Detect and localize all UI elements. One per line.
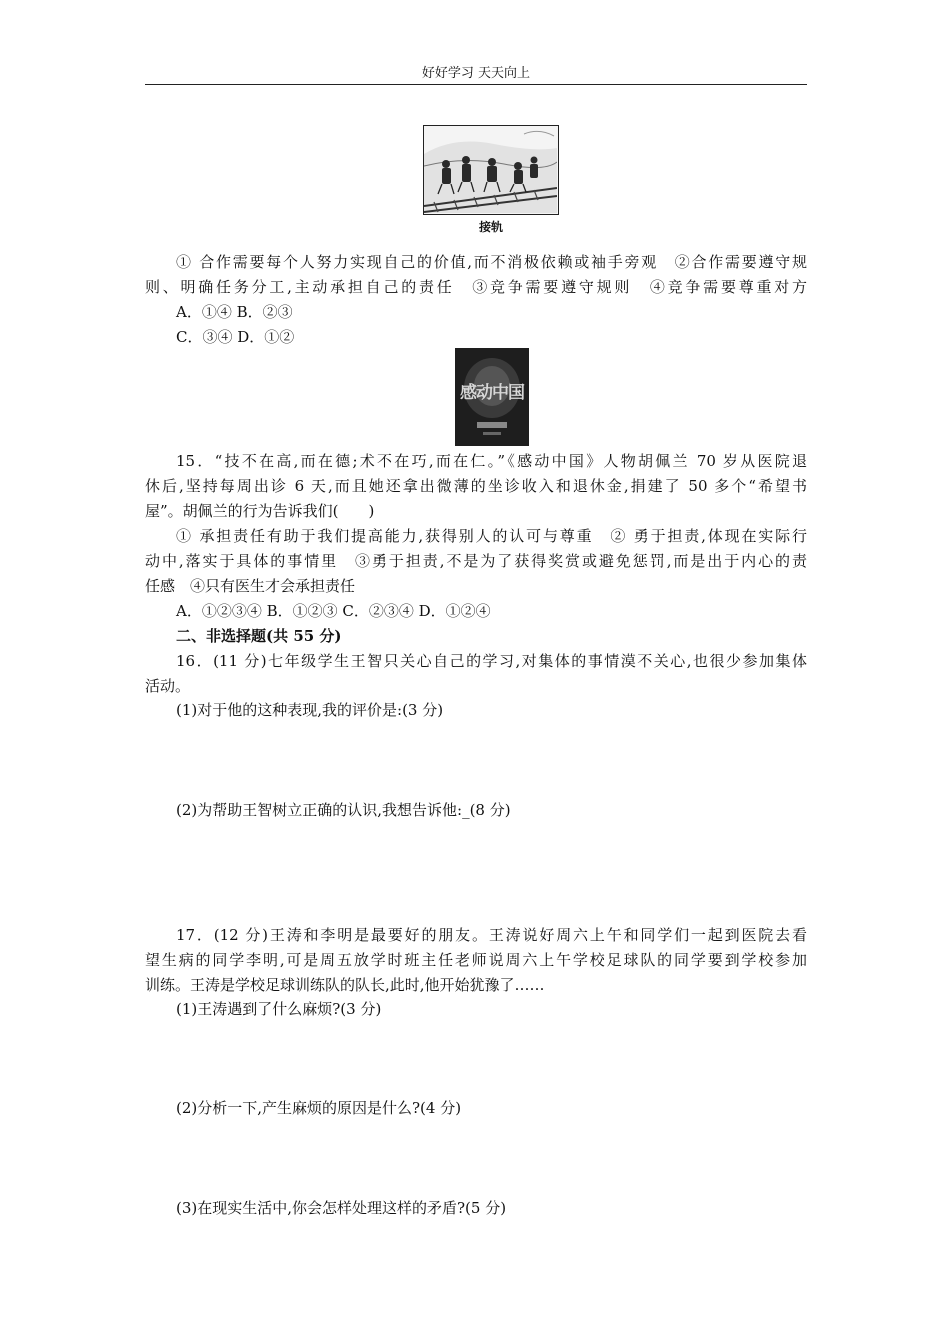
section-2-heading: 二、非选择题(共 55 分): [176, 627, 342, 645]
q15-option-line-1: ① 承担责任有助于我们提高能力,获得别人的认可与尊重 ② 勇于担责,体现在实际行: [176, 527, 807, 545]
q16-subquestion-2: (2)为帮助王智树立正确的认识,我想告诉他:_(8 分): [176, 801, 511, 819]
q15-stem-line-3: 屋”。胡佩兰的行为告诉我们( ): [145, 502, 375, 520]
touching-china-poster: [455, 348, 529, 446]
q17-stem-line-3: 训练。王涛是学校足球训练队的队长,此时,他开始犹豫了……: [145, 976, 545, 994]
q15-stem-line-2: 休后,坚持每周出诊 6 天,而且她还拿出微薄的坐诊收入和退休金,捐建了 50 多个“希望书: [145, 477, 807, 495]
page-header: 好好学习 天天向上: [145, 62, 807, 85]
q14-option-line-2: 则、明确任务分工,主动承担自己的责任 ③竞争需要遵守规则 ④竞争需要尊重对方: [145, 278, 807, 296]
q17-stem-line-2: 望生病的同学李明,可是周五放学时班主任老师说周六上午学校足球队的同学要到学校参加: [145, 951, 807, 969]
q16-stem-line-1: 16．(11 分)七年级学生王智只关心自己的学习,对集体的事情漠不关心,也很少参加集体: [176, 652, 807, 670]
q15-option-line-2: 动中,落实于具体的事情里 ③勇于担责,不是为了获得奖赏或避免惩罚,而是出于内心的责: [145, 552, 807, 570]
q17-subquestion-3: (3)在现实生活中,你会怎样处理这样的矛盾?(5 分): [176, 1199, 507, 1217]
railway-illustration: [423, 125, 559, 215]
q14-choices-2: C．③④ D．①②: [176, 328, 295, 346]
poster-title: 感动中国: [460, 383, 524, 403]
q14-choices-1: A．①④ B．②③: [176, 303, 293, 321]
q14-option-line-1: ① 合作需要每个人努力实现自己的价值,而不消极依赖或袖手旁观 ②合作需要遵守规: [176, 253, 807, 271]
q17-stem-line-1: 17．(12 分)王涛和李明是最要好的朋友。王涛说好周六上午和同学们一起到医院去看: [176, 926, 807, 944]
q17-subquestion-2: (2)分析一下,产生麻烦的原因是什么?(4 分): [176, 1099, 462, 1117]
q15-option-line-3: 任感 ④只有医生才会承担责任: [145, 577, 356, 595]
q15-choices: A．①②③④ B．①②③ C．②③④ D．①②④: [176, 602, 491, 620]
figure1-caption: 接轨: [478, 220, 503, 234]
q16-subquestion-1: (1)对于他的这种表现,我的评价是:(3 分): [176, 701, 444, 719]
q17-subquestion-1: (1)王涛遇到了什么麻烦?(3 分): [176, 1000, 382, 1018]
q16-stem-line-2: 活动。: [145, 677, 191, 695]
q15-stem-line-1: 15．“技不在高,而在德;术不在巧,而在仁。”《感动中国》人物胡佩兰 70 岁从医院退: [176, 452, 807, 470]
railway-drawing: [424, 126, 557, 213]
